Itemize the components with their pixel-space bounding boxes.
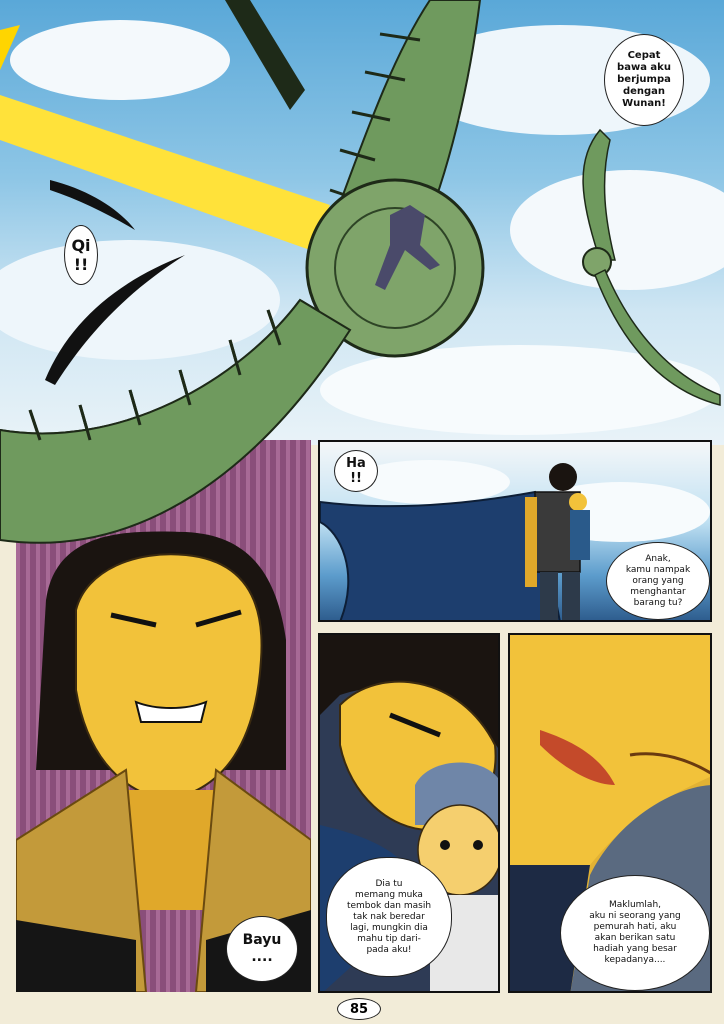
cloud: [10, 20, 230, 100]
dark-wing-top: [225, 0, 305, 110]
face-closeup-panel: [508, 633, 712, 993]
bubble-text: Qi !!: [71, 236, 91, 274]
cloud: [510, 170, 724, 290]
bubble-text: Anak, kamu nampak orang yang menghantar barang tu?: [625, 553, 691, 608]
bubble-text: Cepat bawa aku berjumpa dengan Wunan!: [617, 50, 671, 109]
bubble-text: Dia tu memang muka tembok dan masih tak nak beredar lagi, mungkin dia mahu tip dari- pada aku!: [346, 878, 432, 955]
page-number: 85: [337, 998, 381, 1020]
hero-and-child-panel: [318, 633, 500, 993]
bubble-text: Maklumlah, aku ni seorang yang pemurah hati, aku akan berikan satu hadiah yang besar kepadanya....: [589, 900, 681, 965]
small-bird-body: [583, 248, 611, 276]
energy-beam: [0, 95, 330, 250]
speech-bubble-qi: [64, 225, 98, 285]
figure-head: [549, 463, 577, 491]
speech-bubble-cepat: [604, 34, 684, 126]
speech-bubble-ha: [334, 450, 378, 492]
speech-bubble-bayu: [226, 916, 298, 982]
speech-bubble-anak: [606, 542, 710, 620]
bubble-text: Ha !!: [346, 456, 366, 486]
child-head: [569, 493, 587, 511]
speech-bubble-diatu: [326, 857, 452, 977]
bubble-text: Bayu ....: [242, 932, 282, 965]
figure-arm: [525, 497, 537, 587]
flowing-cape: [320, 492, 560, 622]
distant-bird: [50, 180, 135, 230]
speech-bubble-maklumlah: [560, 875, 710, 991]
cape-figure-panel: [318, 440, 712, 622]
